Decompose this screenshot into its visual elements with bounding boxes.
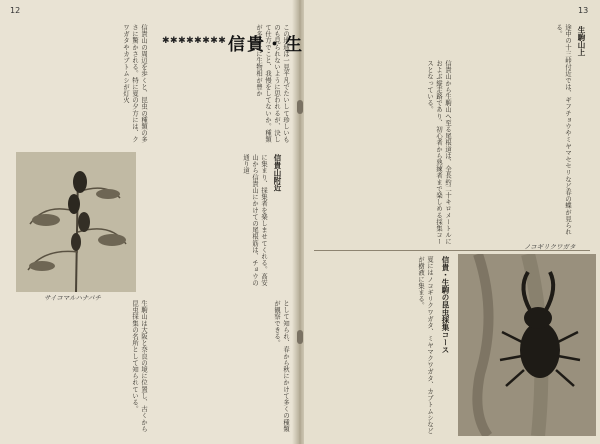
title-ornament-left: ✱✱✱✱✱✱✱✱ bbox=[162, 36, 227, 46]
title-left-part: 信貴・生 bbox=[228, 35, 304, 55]
left-text-block-3: に集まり、採集者を楽しませてくれる。高安山から信貴山にかけての尾根筋は、チョウの通り道 bbox=[242, 154, 267, 286]
heading-right-top: 生駒山上 bbox=[577, 26, 586, 56]
photo-bumblebee bbox=[16, 152, 136, 292]
left-text-block-4: として知られ、春から秋にかけて多くの種類が観察できる。 bbox=[273, 300, 289, 432]
stag-beetle-photo-image bbox=[458, 254, 596, 436]
left-text-block-2: 信貴山の周辺を歩くと、昆虫の種類の多さに驚かされる。特に夏の夕方には、クワガタやカブトムシが灯火 bbox=[122, 24, 147, 143]
heading-shigisan-fukin: 信貴山附近 bbox=[273, 154, 282, 192]
right-text-block-1: 信貴山から生駒山へ至る尾根道は、全長約二十キロメートルにおよぶ縦走路であり、初心者から熟練者まで楽しめる採集コースとなっている。 bbox=[426, 60, 451, 245]
bumblebee-photo-image bbox=[16, 152, 136, 292]
right-text-block-3: 夏にはノコギリクワガタ、ミヤマクワガタ、カブトムシなどが樹液に集まる。 bbox=[417, 256, 433, 435]
photo-stag-beetle bbox=[458, 254, 596, 436]
staple-top bbox=[297, 100, 303, 114]
left-text-block-5: 生駒山は大阪と奈良の境に位置し、古くから昆虫採集の名所として知られている。 bbox=[131, 300, 147, 432]
caption-left-photo: サイコマルハナバチ bbox=[44, 294, 101, 302]
right-page bbox=[304, 0, 600, 444]
caption-right-photo: ノコギリクワガタ bbox=[524, 243, 576, 251]
left-page bbox=[0, 0, 296, 444]
staple-bottom bbox=[297, 330, 303, 344]
right-text-block-2: 途中の十三峠付近では、ギフチョウやミヤマセセリなど春の蝶が見られる。 bbox=[555, 24, 571, 236]
left-text-block-1: この地域は一見平凡でたいして珍しいものも見られないように思われるが、決して仕方でこと、我慢をしてないか。種類が多い上に生物相が豊か bbox=[255, 24, 289, 143]
page-number-right: 13 bbox=[578, 6, 589, 15]
heading-right-bottom: 信貴・生駒の昆虫採集コース bbox=[441, 256, 450, 354]
page-number-left: 12 bbox=[10, 6, 21, 15]
